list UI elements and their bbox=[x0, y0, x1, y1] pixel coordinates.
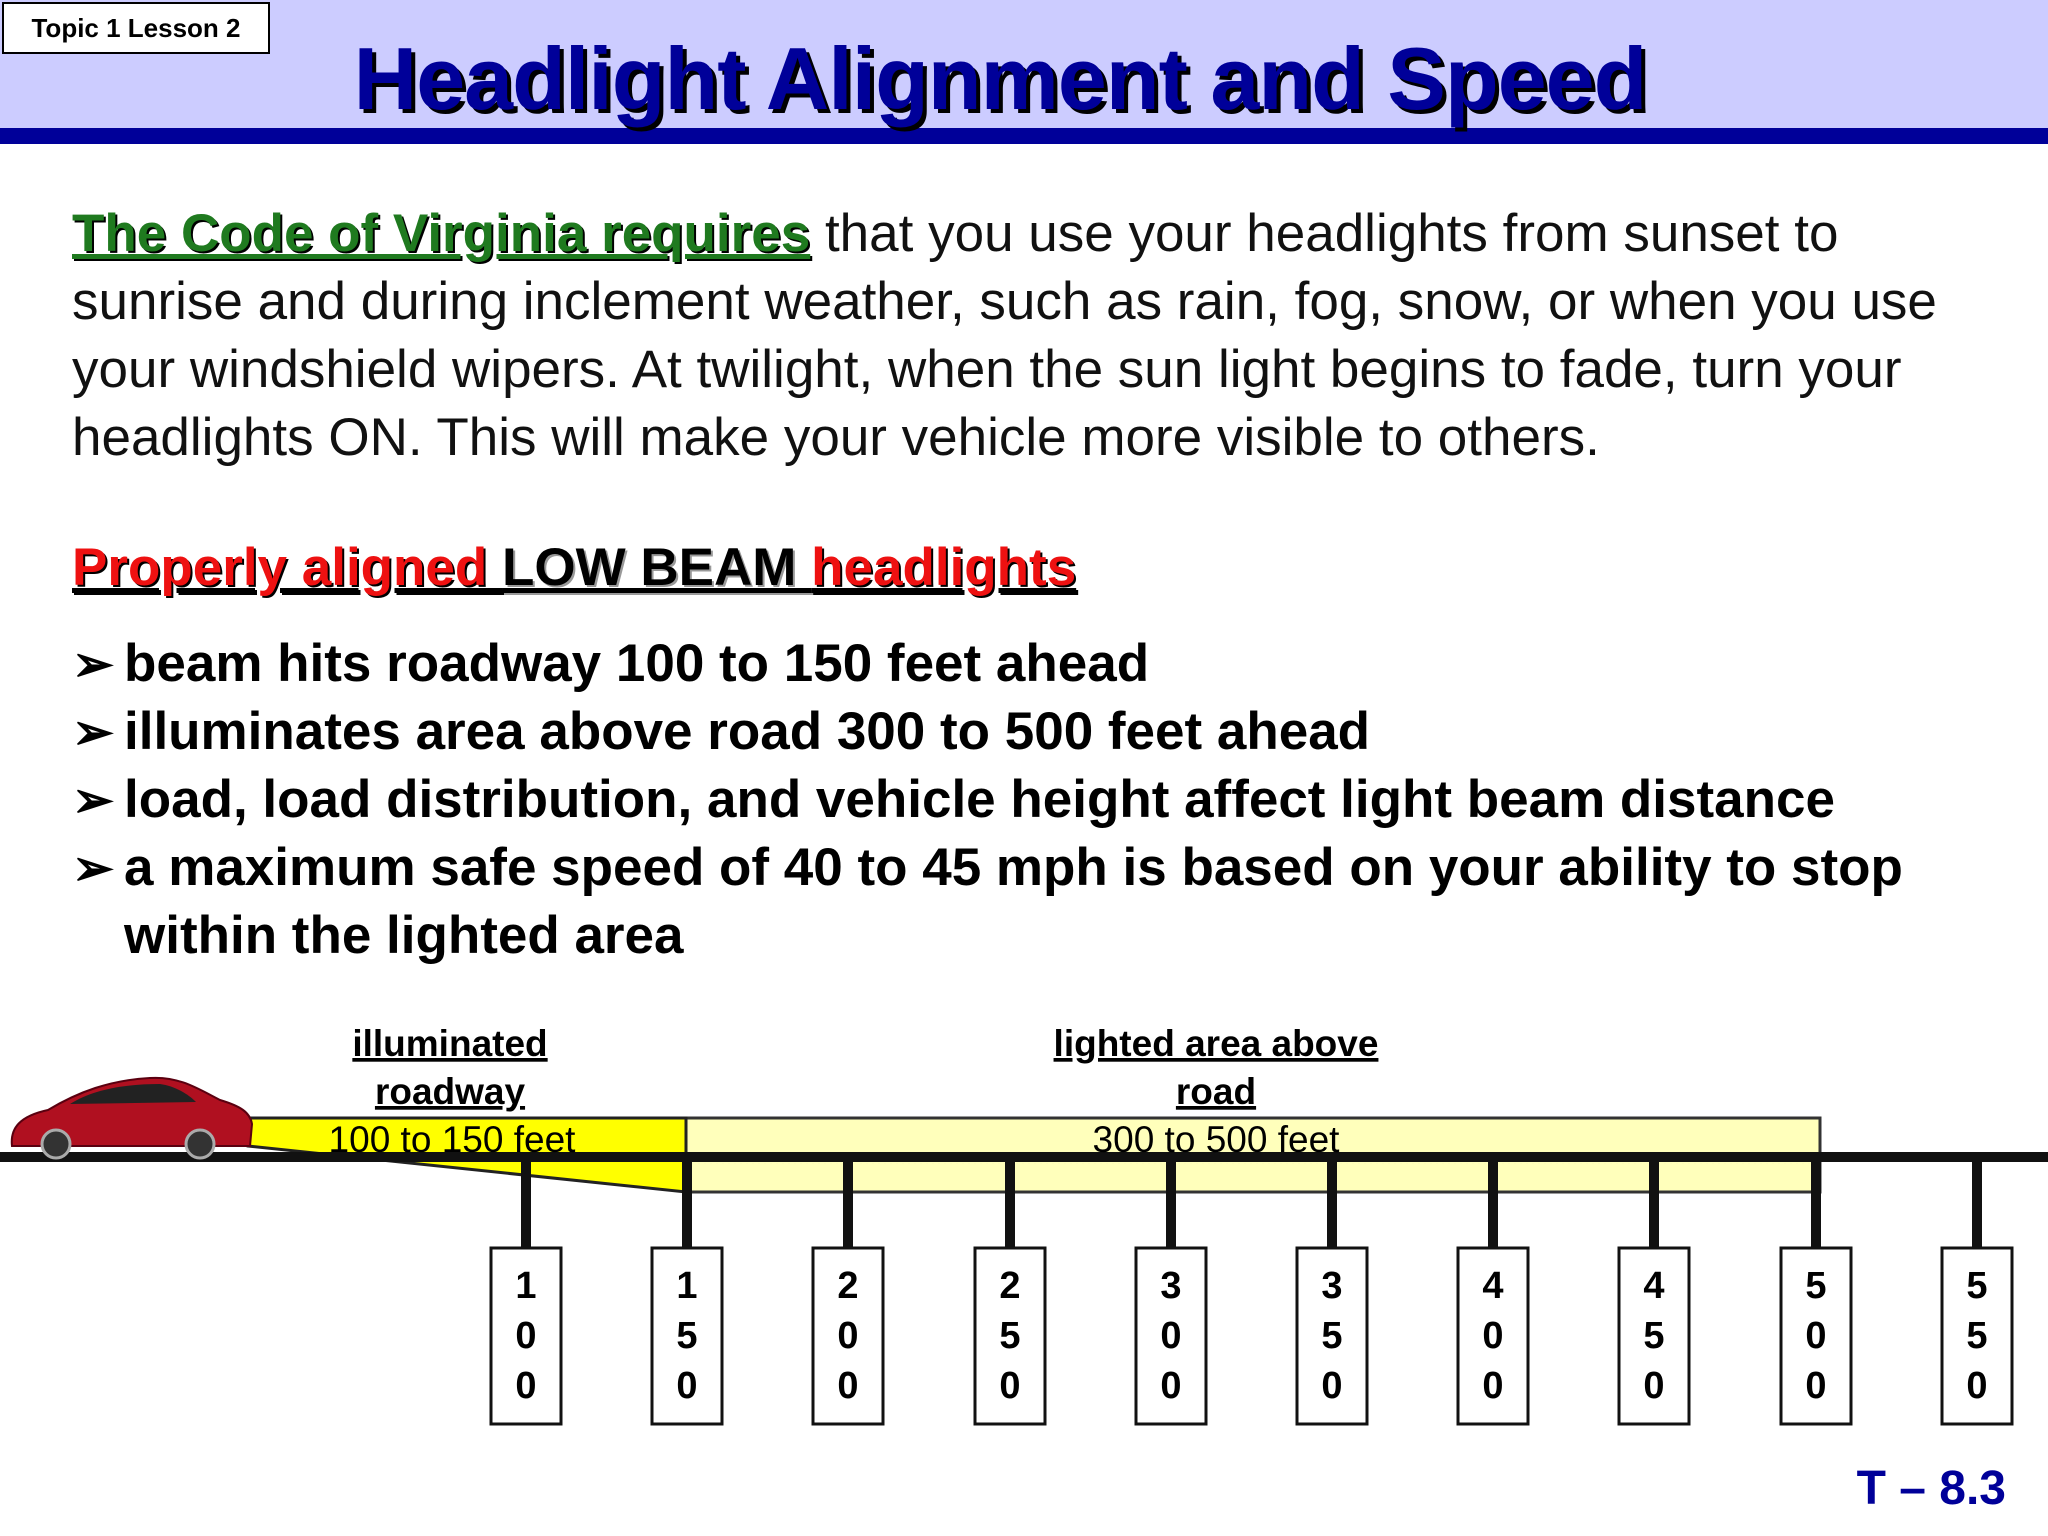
marker-post bbox=[682, 1160, 692, 1252]
marker-label-350: 3 5 0 bbox=[1321, 1265, 1343, 1407]
arrow-bullet-icon: ➢ bbox=[72, 636, 114, 692]
above-range: 300 to 500 feet bbox=[1092, 1119, 1340, 1160]
roadway-label-line1: illuminated bbox=[352, 1023, 548, 1064]
above-label-line2: road bbox=[1175, 1071, 1257, 1112]
list-item bbox=[72, 834, 2032, 970]
intro-paragraph bbox=[72, 200, 2002, 472]
marker-label-550: 5 5 0 bbox=[1966, 1265, 1988, 1407]
heading-part-2: LOW BEAM bbox=[502, 538, 812, 597]
road-line bbox=[0, 1152, 2048, 1162]
bullet-text: a maximum safe speed of 40 to 45 mph is based on your ability to stop within the lighted area bbox=[124, 838, 1903, 965]
marker-label-100: 1 0 0 bbox=[515, 1265, 537, 1407]
arrow-bullet-icon: ➢ bbox=[72, 704, 114, 760]
marker-label-200: 2 0 0 bbox=[837, 1265, 859, 1407]
list-item bbox=[72, 698, 2032, 766]
slide-number: T – 8.3 bbox=[1856, 1462, 2006, 1515]
intro-text: that you use your headlights from sunset to sunrise and during inclement weather, such as rain, fog, snow, or when you use your windshield wipers. At twilight, when the sun light begins to fade, turn your headlights ON. This will make your vehicle more visible to others. bbox=[72, 204, 1937, 467]
car-icon bbox=[12, 1078, 252, 1158]
lesson-tag: Topic 1 Lesson 2 bbox=[2, 2, 270, 54]
marker-label-400: 4 0 0 bbox=[1482, 1265, 1504, 1407]
marker-label-150: 1 5 0 bbox=[676, 1265, 698, 1407]
marker-label-500: 5 0 0 bbox=[1805, 1265, 1827, 1407]
roadway-range: 100 to 150 feet bbox=[328, 1119, 576, 1160]
headlight-diagram bbox=[0, 1000, 2048, 1440]
marker-post bbox=[1327, 1160, 1337, 1252]
list-item bbox=[72, 766, 2032, 834]
list-item bbox=[72, 630, 2032, 698]
header-rule bbox=[0, 128, 2048, 144]
marker-post bbox=[521, 1160, 531, 1252]
bullet-text: load, load distribution, and vehicle height affect light beam distance bbox=[124, 770, 1835, 829]
roadway-label-line2: roadway bbox=[374, 1071, 526, 1112]
arrow-bullet-icon: ➢ bbox=[72, 772, 114, 828]
marker-label-250: 2 5 0 bbox=[999, 1265, 1021, 1407]
heading-part-1: Properly aligned bbox=[72, 538, 503, 597]
page-title: Headlight Alignment and Speed bbox=[353, 29, 1647, 128]
marker-label-300: 3 0 0 bbox=[1160, 1265, 1182, 1407]
marker-post bbox=[843, 1160, 853, 1252]
marker-post bbox=[1005, 1160, 1015, 1252]
intro-lead: The Code of Virginia requires bbox=[72, 204, 811, 263]
above-label-line1: lighted area above bbox=[1053, 1023, 1379, 1064]
marker-post bbox=[1166, 1160, 1176, 1252]
marker-label-450: 4 5 0 bbox=[1643, 1265, 1665, 1407]
marker-post bbox=[1811, 1160, 1821, 1252]
marker-post bbox=[1488, 1160, 1498, 1252]
marker-post bbox=[1649, 1160, 1659, 1252]
heading-part-3: headlights bbox=[811, 538, 1077, 597]
distance-markers bbox=[491, 1160, 2012, 1424]
marker-post bbox=[1972, 1160, 1982, 1252]
bullet-text: illuminates area above road 300 to 500 feet ahead bbox=[124, 702, 1371, 761]
bullet-list bbox=[72, 630, 2032, 970]
section-heading bbox=[72, 536, 1076, 600]
arrow-bullet-icon: ➢ bbox=[72, 840, 114, 896]
bullet-text: beam hits roadway 100 to 150 feet ahead bbox=[124, 634, 1150, 693]
